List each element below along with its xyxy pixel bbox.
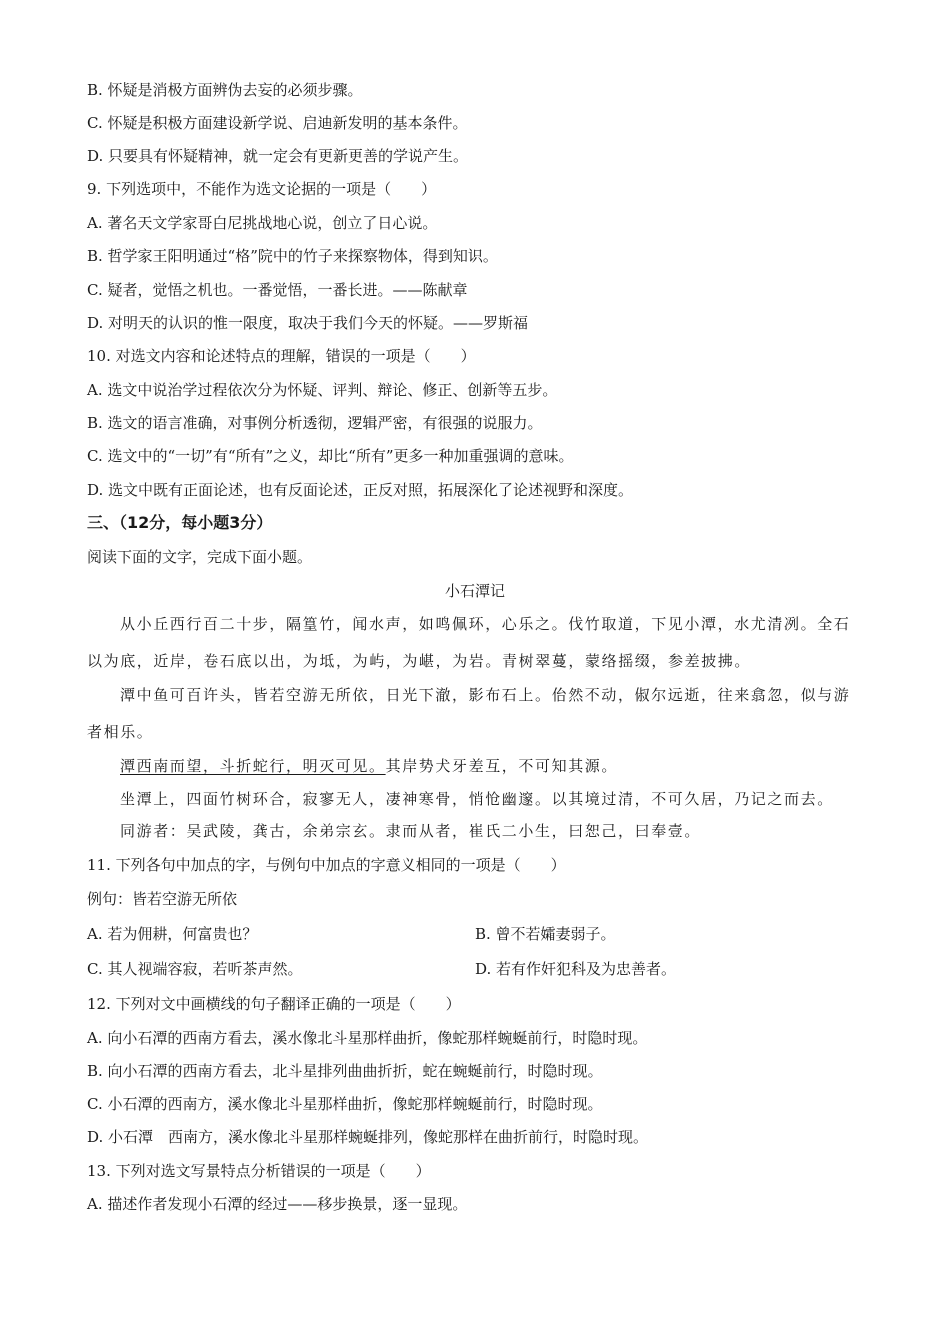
passage-p1-line1: 从小丘西行百二十步，隔篁竹，闻水声，如鸣佩环，心乐之。伐竹取道，下见小潭，水尤清冽。全石 bbox=[120, 615, 851, 633]
q10-option-b: B. 选文的语言准确，对事例分析透彻，逻辑严密，有很强的说服力。 bbox=[87, 414, 543, 432]
passage-p4: 坐潭上，四面竹树环合，寂寥无人，凄神寒骨，悄怆幽邃。以其境过清，不可久居，乃记之而去。 bbox=[120, 790, 834, 808]
q8-option-c: C. 怀疑是积极方面建设新学说、启迪新发明的基本条件。 bbox=[87, 114, 468, 132]
passage-p3 bbox=[120, 756, 618, 776]
passage-p1-line2: 以为底，近岸，卷石底以出，为坻，为屿，为嵁，为岩。青树翠蔓，蒙络摇缀，参差披拂。 bbox=[87, 652, 752, 670]
q8-option-d: D. 只要具有怀疑精神，就一定会有更新更善的学说产生。 bbox=[87, 147, 469, 165]
q10-option-a: A. 选文中说治学过程依次分为怀疑、评判、辩论、修正、创新等五步。 bbox=[87, 381, 558, 399]
passage-title: 小石潭记 bbox=[444, 582, 505, 600]
q9-option-b: B. 哲学家王阳明通过“格”院中的竹子来探察物体，得到知识。 bbox=[87, 247, 498, 265]
passage-p5: 同游者：吴武陵，龚古，余弟宗玄。隶而从者，崔氏二小生，曰恕己，曰奉壹。 bbox=[120, 822, 702, 840]
underlined-sentence: 潭西南而望，斗折蛇行，明灭可见。 bbox=[120, 757, 386, 775]
q11-stem: 11. 下列各句中加点的字，与例句中加点的字意义相同的一项是（ ） bbox=[87, 856, 566, 874]
q11-option-d: D. 若有作奸犯科及为忠善者。 bbox=[475, 960, 677, 978]
q10-option-d: D. 选文中既有正面论述，也有反面论述，正反对照，拓展深化了论述视野和深度。 bbox=[87, 481, 634, 499]
q13-option-a: A. 描述作者发现小石潭的经过——移步换景，逐一显现。 bbox=[87, 1195, 468, 1213]
q9-option-a: A. 著名天文学家哥白尼挑战地心说，创立了日心说。 bbox=[87, 214, 438, 232]
q12-stem: 12. 下列对文中画横线的句子翻译正确的一项是（ ） bbox=[87, 995, 461, 1013]
q11-option-c: C. 其人视端容寂，若听茶声然。 bbox=[87, 960, 303, 978]
q12-option-b: B. 向小石潭的西南方看去，北斗星排列曲曲折折，蛇在蜿蜒前行，时隐时现。 bbox=[87, 1062, 603, 1080]
q9-stem: 9. 下列选项中，不能作为选文论据的一项是（ ） bbox=[87, 180, 437, 198]
q8-option-b: B. 怀疑是消极方面辨伪去妄的必须步骤。 bbox=[87, 81, 363, 99]
q9-option-c: C. 疑者，觉悟之机也。一番觉悟，一番长进。——陈献章 bbox=[87, 281, 468, 299]
q11-option-b: B. 曾不若孀妻弱子。 bbox=[475, 925, 616, 943]
passage-p2-line2: 者相乐。 bbox=[87, 723, 154, 741]
q13-stem: 13. 下列对选文写景特点分析错误的一项是（ ） bbox=[87, 1162, 431, 1180]
q12-option-d: D. 小石潭 西南方，溪水像北斗星那样蜿蜒排列，像蛇那样在曲折前行，时隐时现。 bbox=[87, 1128, 649, 1146]
q11-example: 例句：皆若空游无所依 bbox=[87, 890, 238, 908]
section-heading: 三、（12分，每小题3分） bbox=[87, 513, 273, 532]
q9-option-d: D. 对明天的认识的惟一限度，取决于我们今天的怀疑。——罗斯福 bbox=[87, 314, 529, 332]
passage-p3-rest: 其岸势犬牙差互，不可知其源。 bbox=[385, 757, 619, 775]
q11-option-a: A. 若为佣耕，何富贵也？ bbox=[87, 925, 258, 943]
q10-option-c: C. 选文中的“一切”有“所有”之义，却比“所有”更多一种加重强调的意味。 bbox=[87, 447, 574, 465]
section-instruction: 阅读下面的文字，完成下面小题。 bbox=[87, 548, 313, 566]
q12-option-a: A. 向小石潭的西南方看去，溪水像北斗星那样曲折，像蛇那样蜿蜒前行，时隐时现。 bbox=[87, 1029, 648, 1047]
passage-p2-line1: 潭中鱼可百许头，皆若空游无所依，日光下澈，影布石上。佁然不动，俶尔远逝，往来翕忽，似与游 bbox=[120, 686, 851, 704]
q12-option-c: C. 小石潭的西南方，溪水像北斗星那样曲折，像蛇那样蜿蜒前行，时隐时现。 bbox=[87, 1095, 603, 1113]
q10-stem: 10. 对选文内容和论述特点的理解，错误的一项是（ ） bbox=[87, 347, 476, 365]
